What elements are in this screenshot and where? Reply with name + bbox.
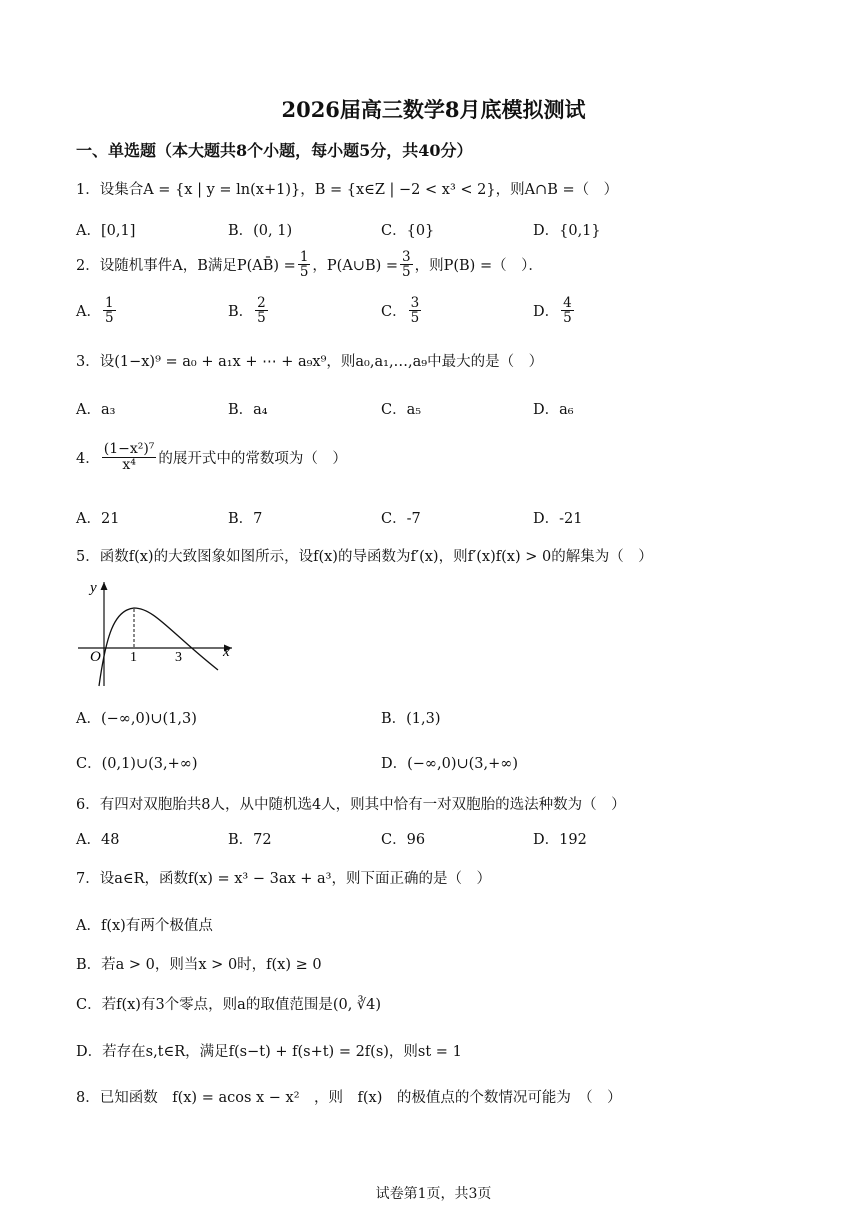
question-6-option-c: C．96 — [381, 832, 426, 848]
fraction-denominator: 5 — [563, 310, 572, 327]
question-1-option-c: C．{0} — [381, 223, 435, 239]
option-letter: A． — [76, 304, 101, 321]
option-letter: C． — [381, 304, 407, 321]
option-letter: D． — [533, 304, 560, 321]
question-6-option-a: A．48 — [76, 832, 120, 848]
question-4-stem-suffix: 的展开式中的常数项为（ ） — [158, 450, 347, 467]
fraction-numerator: 3 — [402, 249, 411, 265]
question-6-option-b: B．72 — [228, 832, 272, 848]
question-3-stem: 3．设(1−x)⁹ = a₀ + a₁x + ⋯ + a₉x⁹，则a₀,a₁,…,a₉中最大的是（ ） — [76, 354, 544, 370]
question-7-option-a: A．f(x)有两个极值点 — [76, 918, 213, 934]
question-4-fraction — [102, 442, 157, 472]
question-4-option-d: D．-21 — [533, 511, 583, 527]
question-7-option-c: C．若f(x)有3个零点，则a的取值范围是(0, ∛4) — [76, 997, 382, 1013]
question-4-option-a: A．21 — [76, 511, 120, 527]
tick-label-3: 3 — [175, 650, 182, 665]
question-3-option-c: C．a₅ — [381, 402, 422, 418]
fraction-denominator: 5 — [299, 264, 309, 281]
fraction-numerator: 3 — [410, 295, 420, 311]
question-5-option-b: B．(1,3) — [381, 711, 441, 727]
question-2-stem-prefix: 2．设随机事件A，B满足P(AB̄) = — [76, 258, 296, 275]
question-7-option-d: D．若存在s,t∈R，满足f(s−t) + f(s+t) = 2f(s)，则st = 1 — [76, 1044, 462, 1060]
question-5-option-d: D．(−∞,0)∪(3,+∞) — [381, 756, 519, 772]
origin-label: O — [90, 649, 101, 665]
question-5-stem: 5．函数f(x)的大致图象如图所示，设f(x)的导函数为f′(x)，则f′(x)f(x) > 0的解集为（ ） — [76, 549, 653, 565]
question-1-stem: 1．设集合A = {x | y = ln(x+1)}，B = {x∈Z | −2 < x³ < 2}，则A∩B =（ ） — [76, 182, 619, 198]
function-graph-figure — [74, 574, 244, 692]
question-1-option-b: B．(0, 1) — [228, 223, 293, 239]
fraction-numerator: 2 — [257, 295, 266, 311]
question-2-option-d — [533, 296, 576, 325]
question-8-stem: 8．已知函数 f(x) = acos x − x² ，则 f(x) 的极值点的个数情况可能为 （ ） — [76, 1090, 622, 1106]
fraction-numerator: 1 — [104, 295, 114, 311]
fraction-denominator: 5 — [410, 310, 420, 327]
question-4-stem — [76, 442, 347, 472]
tick-label-1: 1 — [130, 650, 137, 665]
fraction-numerator: 4 — [563, 295, 572, 311]
x-axis-label: x — [223, 644, 230, 660]
function-curve — [99, 608, 218, 686]
option-fraction — [561, 296, 574, 325]
page-footer: 试卷第1页，共3页 — [375, 1186, 492, 1202]
section-heading: 一、单选题（本大题共8个小题，每小题5分，共40分） — [76, 141, 473, 160]
option-fraction — [103, 296, 116, 325]
question-3-option-a: A．a₃ — [76, 402, 116, 418]
question-5-option-c: C．(0,1)∪(3,+∞) — [76, 756, 198, 772]
y-axis-label: y — [90, 580, 97, 596]
question-3-option-d: D．a₆ — [533, 402, 574, 418]
question-4-number: 4． — [76, 450, 100, 467]
question-7-option-b: B．若a > 0，则当x > 0时，f(x) ≥ 0 — [76, 957, 322, 973]
question-1-option-a: A．[0,1] — [76, 223, 136, 239]
question-2-stem — [76, 250, 543, 279]
option-letter: B． — [228, 304, 254, 321]
question-2-stem-middle: ，P(A∪B) = — [312, 258, 399, 275]
fraction-denominator: 5 — [257, 310, 266, 327]
question-3-option-b: B．a₄ — [228, 402, 268, 418]
question-2-option-a — [76, 296, 118, 325]
question-4-option-c: C．-7 — [381, 511, 421, 527]
page-title: 2026届高三数学8月底模拟测试 — [281, 97, 586, 122]
question-2-fraction-2 — [400, 250, 413, 279]
question-6-stem: 6．有四对双胞胎共8人，从中随机选4人，则其中恰有一对双胞胎的选法种数为（ ） — [76, 797, 626, 813]
question-4-option-b: B．7 — [228, 511, 263, 527]
question-5-option-a: A．(−∞,0)∪(1,3) — [76, 711, 197, 727]
question-2-fraction-1 — [298, 250, 311, 279]
question-2-option-b — [228, 296, 270, 325]
fraction-numerator: (1−x²)⁷ — [103, 441, 155, 457]
question-2-stem-suffix: ，则P(B) =（ ）． — [414, 258, 543, 275]
option-fraction — [255, 296, 268, 325]
fraction-denominator: 5 — [104, 310, 114, 327]
question-7-stem: 7．设a∈R，函数f(x) = x³ − 3ax + a³，则下面正确的是（ ） — [76, 871, 491, 887]
option-fraction — [409, 296, 422, 325]
y-axis-arrow-icon — [101, 582, 108, 590]
fraction-numerator: 1 — [299, 249, 309, 265]
fraction-denominator: 5 — [402, 264, 411, 281]
question-1-option-d: D．{0,1} — [533, 223, 601, 239]
fraction-denominator: x⁴ — [122, 456, 136, 473]
question-2-option-c — [381, 296, 423, 325]
question-6-option-d: D．192 — [533, 832, 587, 848]
